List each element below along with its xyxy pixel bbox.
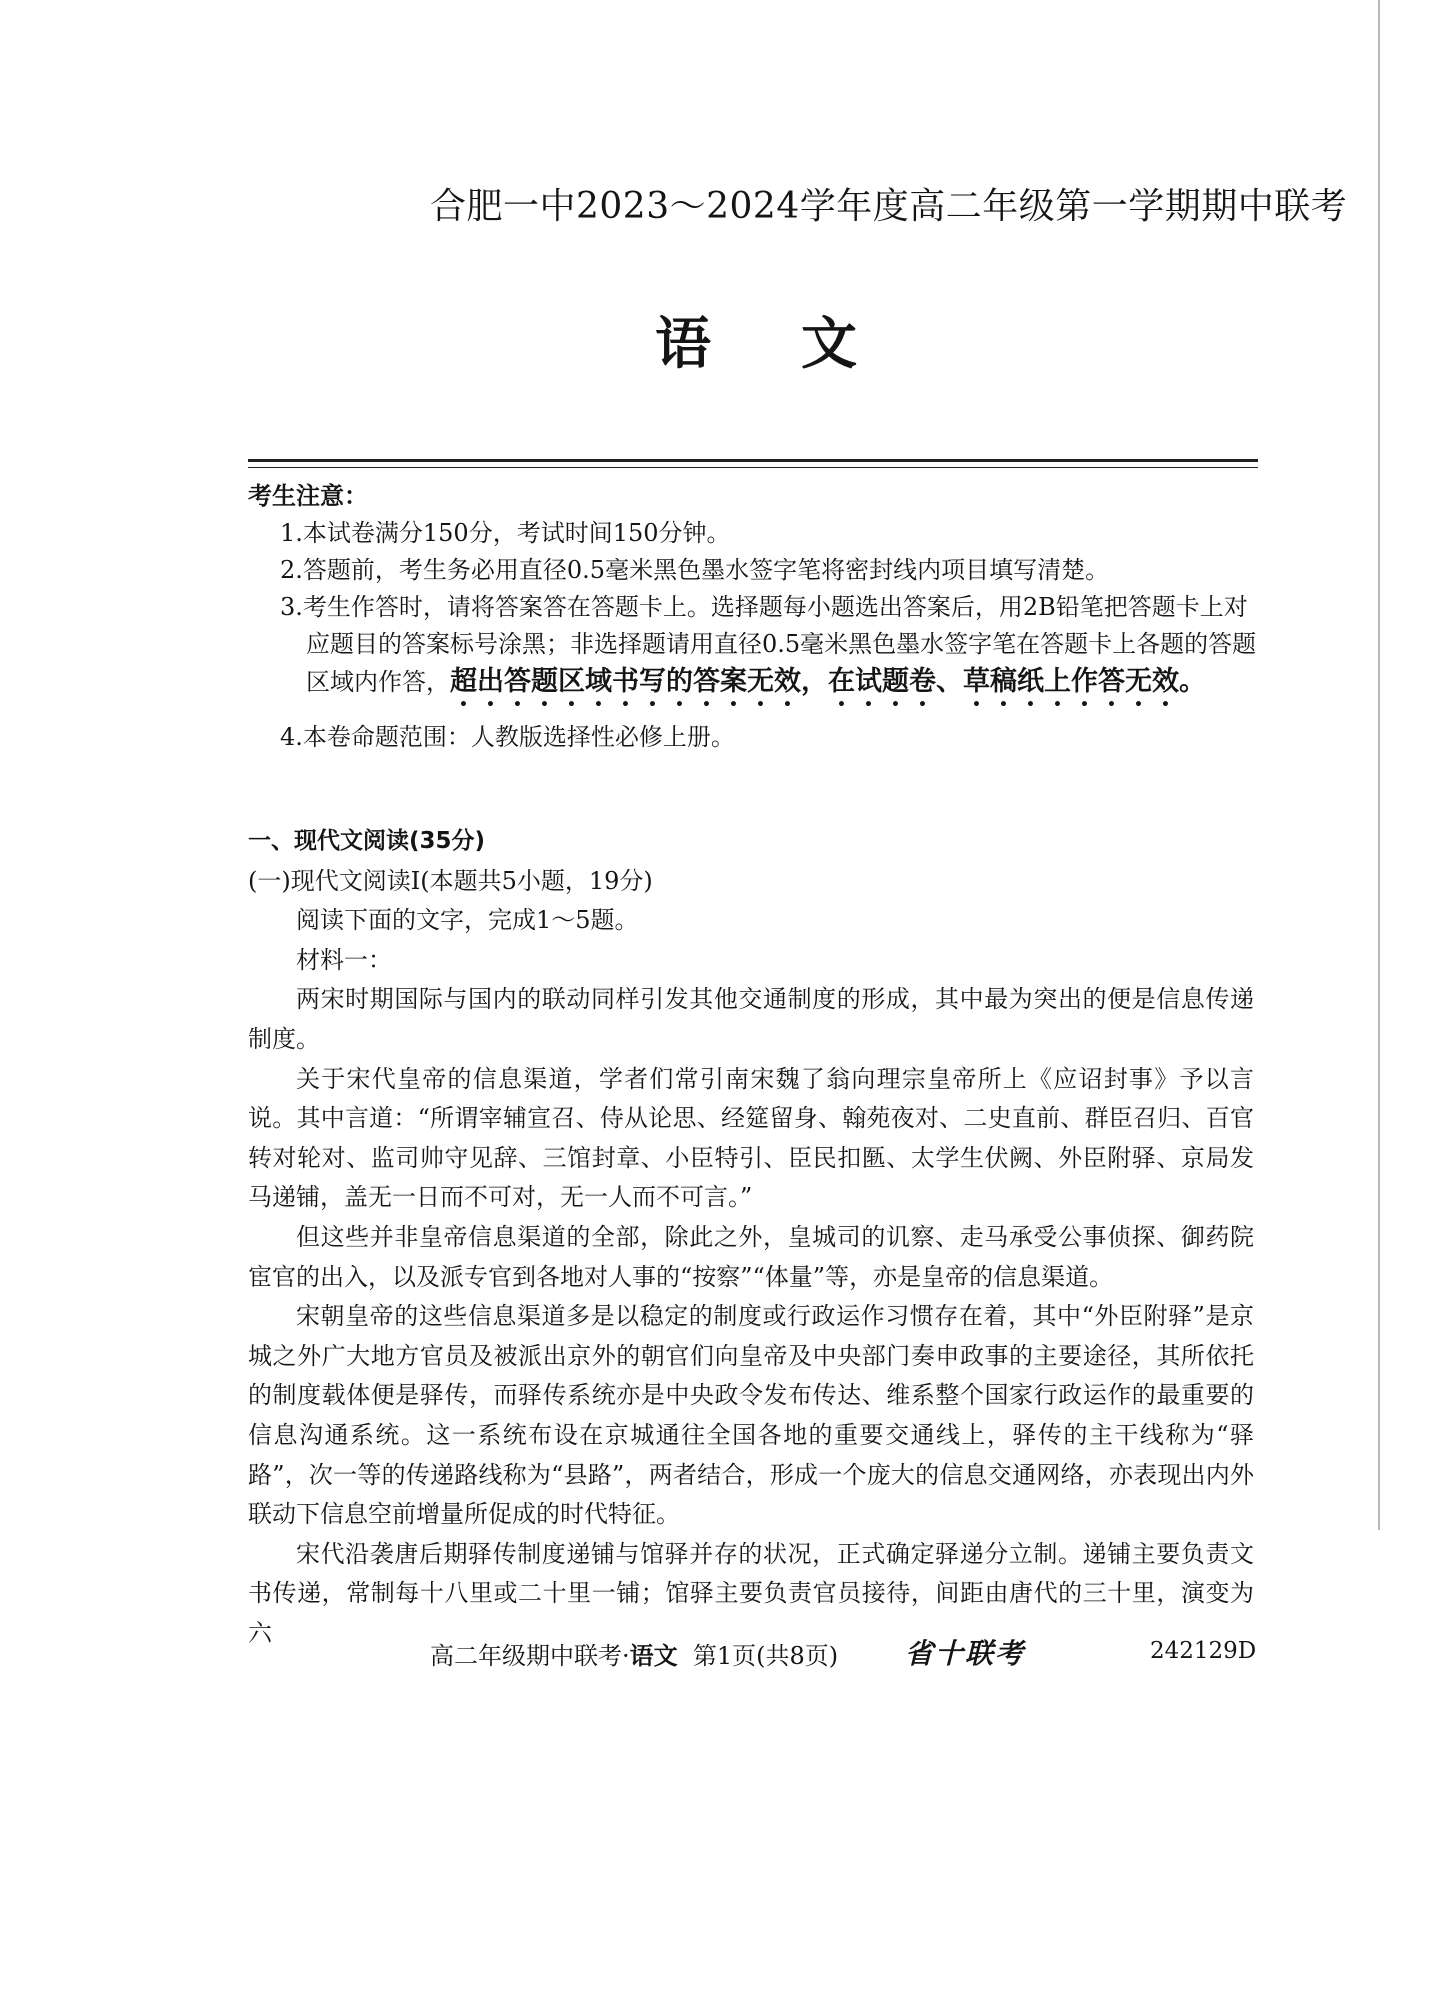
notice-item-3-text: 3.考生作答时，请将答案答在答题卡上。选择题每小题选出答案后，用2B铅笔把答题卡上对应题目的答案标号涂黑；非选择题请用直径0.5毫米黑色墨水签字笔在答题卡上各题的答题区域内作答， xyxy=(280,593,1257,696)
paragraph-1: 两宋时期国际与国内的联动同样引发其他交通制度的形成，其中最为突出的便是信息传递制度。 xyxy=(248,985,1254,1053)
reading-section xyxy=(248,822,1254,1653)
paragraph-2: 关于宋代皇帝的信息渠道，学者们常引南宋魏了翁向理宗皇帝所上《应诏封事》予以言说。其中言道：“所谓宰辅宣召、侍从论思、经筵留身、翰苑夜对、二史直前、群臣召归、百官转对轮对、监司帅守见辞、三馆封章、小臣特引、臣民扣匦、太学生伏阙、外臣附驿、京局发马递铺，盖无一日而不可对，无一人而不可言。” xyxy=(248,1064,1254,1212)
header-rule-thin xyxy=(248,467,1258,468)
notice-item-1: 1.本试卷满分150分，考试时间150分钟。 xyxy=(280,519,731,547)
paragraph-4: 宋朝皇帝的这些信息渠道多是以稳定的制度或行政运作习惯存在着，其中“外臣附驿”是京城之外广大地方官员及被派出京外的朝官们向皇帝及中央部门奏申政事的主要途径，其所依托的制度载体便是驿传，而驿传系统亦是中央政令发布传达、维系整个国家行政运作的最重要的信息沟通系统。这一系统布设在京城通往全国各地的重要交通线上，驿传的主干线称为“驿路”，次一等的传递路线称为“县路”，两者结合，形成一个庞大的信息交通网络，亦表现出内外联动下信息空前增量所促成的时代特征。 xyxy=(248,1302,1254,1529)
sub-section-heading: (一)现代文阅读Ⅰ(本题共5小题，19分) xyxy=(248,866,653,895)
reading-instruction: 阅读下面的文字，完成1～5题。 xyxy=(296,906,639,935)
material-label: 材料一： xyxy=(296,945,392,974)
footer-exam-name: 高二年级期中联考· xyxy=(430,1642,630,1670)
page-footer xyxy=(430,1636,838,1671)
footer-page-info: 第1页(共8页) xyxy=(692,1642,839,1670)
page-edge-shadow xyxy=(1378,0,1380,1530)
notice-item-3 xyxy=(248,589,1258,713)
notice-item-2: 2.答题前，考生务必用直径0.5毫米黑色墨水签字笔将密封线内项目填写清楚。 xyxy=(280,556,1110,584)
notice-item-4: 4.本卷命题范围：人教版选择性必修上册。 xyxy=(280,723,735,751)
paragraph-5: 宋代沿袭唐后期驿传制度递铺与馆驿并存的状况，正式确定驿递分立制。递铺主要负责文书传递，常制每十八里或二十里一铺；馆驿主要负责官员接待，间距由唐代的三十里，演变为六 xyxy=(248,1539,1254,1647)
footer-code: 242129D xyxy=(1150,1638,1257,1664)
footer-stamp: 省十联考 xyxy=(905,1637,1026,1670)
notice-item-3-emphasis: 超出答题区域书写的答案无效，在试题卷、草稿纸上作答无效。 xyxy=(450,666,1206,697)
header-rule-thick xyxy=(248,459,1258,462)
footer-subject: 语文 xyxy=(629,1642,678,1670)
subject-title: 语文 xyxy=(655,311,947,377)
candidate-notice xyxy=(248,478,1258,756)
section-heading: 一、现代文阅读(35分) xyxy=(248,828,486,854)
exam-title: 合肥一中2023～2024学年度高二年级第一学期期中联考 xyxy=(430,186,1348,227)
notice-heading: 考生注意： xyxy=(248,482,368,510)
paragraph-3: 但这些并非皇帝信息渠道的全部，除此之外，皇城司的讥察、走马承受公事侦探、御药院宦官的出入，以及派专官到各地对人事的“按察”“体量”等，亦是皇帝的信息渠道。 xyxy=(248,1222,1254,1291)
